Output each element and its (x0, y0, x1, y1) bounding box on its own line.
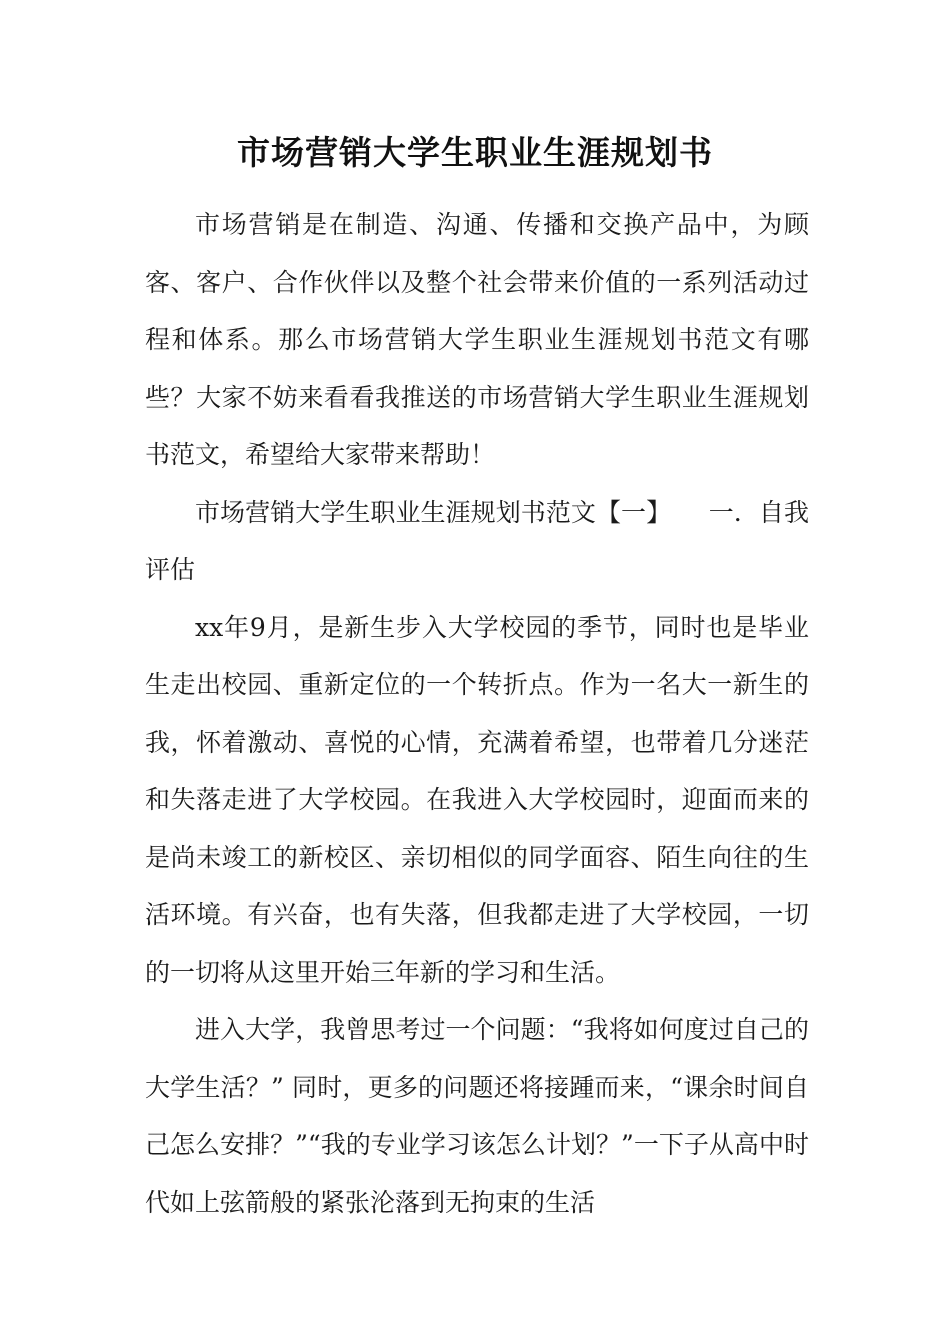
document-body (145, 196, 809, 1231)
paragraph-self-assessment: xx年9月，是新生步入大学校园的季节，同时也是毕业生走出校园、重新定位的一个转折点。作为一名大一新生的我，怀着激动、喜悦的心情，充满着希望，也带着几分迷茫和失落走进了大学校园。在我进入大学校园时，迎面而来的是尚未竣工的新校区、亲切相似的同学面容、陌生向往的生活环境。有兴奋，也有失落，但我都走进了大学校园，一切的一切将从这里开始三年新的学习和生活。 (145, 612, 809, 987)
paragraph-university-questions: 进入大学，我曾思考过一个问题：“我将如何度过自己的大学生活？” 同时，更多的问题还将接踵而来，“课余时间自己怎么安排？”“我的专业学习该怎么计划？”一下子从高中时代如上弦箭般的紧张沦落到无拘束的生活 (145, 1015, 809, 1217)
document-title: 市场营销大学生职业生涯规划书 (237, 133, 713, 172)
paragraph-section-heading: 市场营销大学生职业生涯规划书范文【一】 一．自我评估 (145, 497, 809, 584)
paragraph-intro: 市场营销是在制造、沟通、传播和交换产品中，为顾客、客户、合作伙伴以及整个社会带来价值的一系列活动过程和体系。那么市场营销大学生职业生涯规划书范文有哪些？大家不妨来看看我推送的市场营销大学生职业生涯规划书范文，希望给大家带来帮助！ (145, 210, 809, 469)
